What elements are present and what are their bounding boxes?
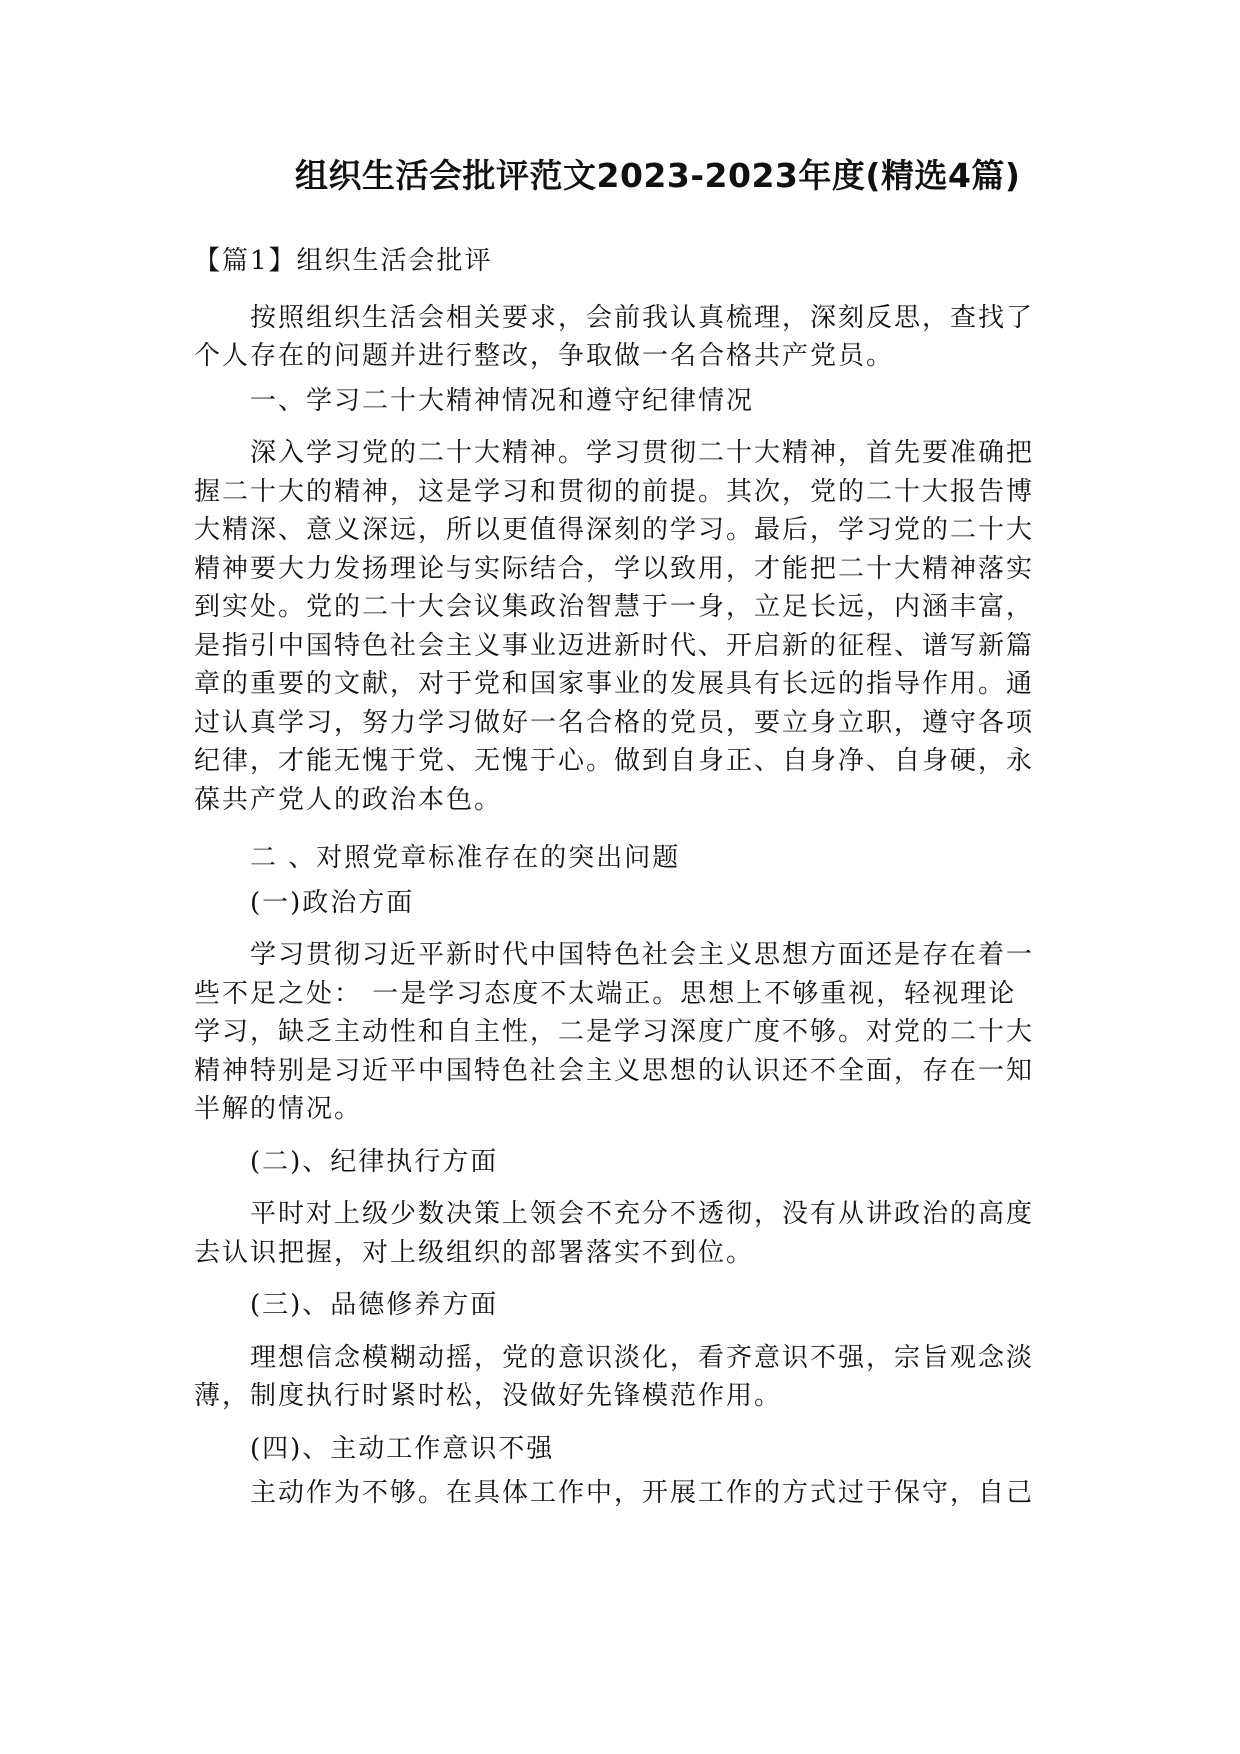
- political-paragraph: 学习贯彻习近平新时代中国特色社会主义思想方面还是存在着一些不足之处： 一是学习态度不太端正。思想上不够重视，轻视理论 学习，缺乏主动性和自主性，二是学习深度广度不够。对党的二十大 精神特别是习近平中国特色社会主义思想的认识还不全面，存在一知 半解的情况。: [194, 940, 1035, 1124]
- discipline-paragraph: 平时对上级少数决策上领会不充分不透彻，没有从讲政治的高度 去认识把握，对上级组织的部署落实不到位。: [194, 1199, 1035, 1268]
- document-title: 组织生活会批评范文2023-2023年度(精选4篇): [295, 156, 1021, 195]
- subheading-discipline: (二)、纪律执行方面: [250, 1146, 499, 1177]
- heading-problems: 二 、对照党章标准存在的突出问题: [250, 843, 681, 873]
- subheading-political: (一)政治方面: [250, 887, 415, 918]
- subheading-initiative: (四)、主动工作意识不强: [250, 1433, 555, 1464]
- study-paragraph: 深入学习党的二十大精神。学习贯彻二十大精神，首先要准确把握二十大的精神，这是学习和贯彻的前提。其次，党的二十大报告博大精深、意义深远，所以更值得深刻的学习。最后，学习党的二十大精神要大力发扬理论与实际结合，学以致用，才能把二十大精神落实到实处。党的二十大会议集政治智慧于一身，立足长远，内涵丰富，是指引中国特色社会主义事业迈进新时代、开启新的征程、谱写新篇章的重要的文献，对于党和国家事业的发展具有长远的指导作用。通过认真学习，努力学习做好一名合格的党员，要立身立职，遵守各项纪律，才能无愧于党、无愧于心。做到自身正、自身净、自身硬，永葆共产党人的政治本色。: [194, 438, 1035, 815]
- subheading-morality: (三)、品德修养方面: [250, 1290, 499, 1320]
- morality-paragraph: 理想信念模糊动摇，党的意识淡化，看齐意识不强，宗旨观念淡 薄，制度执行时紧时松，没做好先锋模范作用。: [194, 1342, 1035, 1411]
- section-label: 【篇1】组织生活会批评: [194, 246, 493, 276]
- document-body: [194, 242, 1046, 1513]
- initiative-paragraph: 主动作为不够。在具体工作中，开展工作的方式过于保守，自己: [250, 1478, 1035, 1508]
- heading-study-and-discipline: 一、学习二十大精神情况和遵守纪律情况: [250, 385, 755, 416]
- intro-paragraph: 按照组织生活会相关要求，会前我认真梳理，深刻反思，查找了 个人存在的问题并进行整改，争取做一名合格共产党员。: [194, 302, 1035, 371]
